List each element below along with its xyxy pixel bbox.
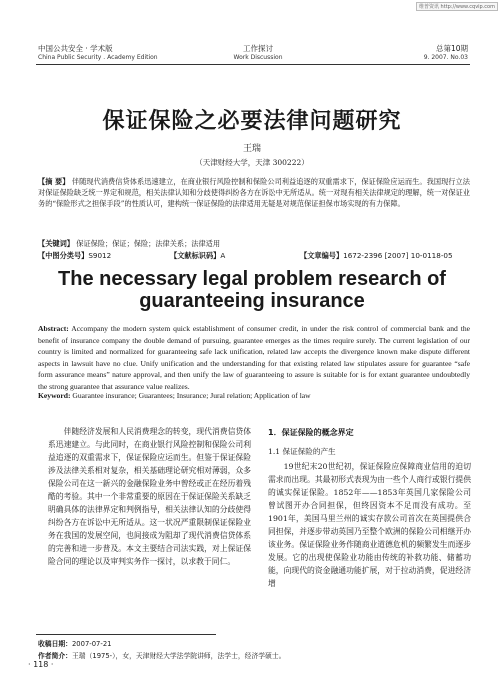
abstract-cn-text: 伴随现代消费信贷体系迅速建立，在商业银行风险控制和保险公司利益追逐的双重需求下，保证保险应运而生。我国现行立法对保证保险缺乏统一界定和规范，相关法律认知和分歧使得纠纷各方在诉讼中无所适从。统一对现有相关法律规定的理解，统一对保证业务的“保险形式之担保手段”的性质认可，建构统一保证保险的法律适用无疑是对规范保证担保市场实现的有力保障。 [38, 177, 470, 209]
clc-code: 【中图分类号】S9012 [38, 251, 112, 260]
keywords-en-text: Guarantee insurance; Guarantees; Insurance; Jural relation; Application of law [72, 391, 311, 400]
running-header-issue [424, 44, 468, 62]
watermark: 维普资讯 http://www.cqvip.com [416, 2, 498, 11]
body-column-right [268, 422, 471, 590]
issue-number-en: 9. 2007. No.03 [423, 54, 468, 61]
running-header-section [228, 44, 288, 62]
running-header-journal [38, 44, 158, 62]
article-title-en: The necessary legal problem research of guaranteeing insurance [58, 268, 446, 312]
abstract-cn-label: 【摘 要】 [38, 177, 70, 186]
page-number: · 118 · [28, 660, 54, 669]
journal-name-en: China Public Security . Academy Edition [38, 54, 158, 61]
section-name-cn: 工作探讨 [243, 44, 273, 53]
abstract-en [38, 323, 470, 393]
subsection-heading-1-1: 1.1 保证保险的产生 [268, 447, 336, 456]
author-name-cn: 王瑞 [242, 144, 261, 154]
section-heading-1: 1．保证保险的概念界定 [268, 428, 354, 437]
header-rule [36, 64, 470, 65]
keywords-en-label: Keyword: [38, 391, 71, 400]
footnote-author: 作者简介：王瑞（1975-），女，天津财经大学法学院讲师，法学士，经济学硕士。 [38, 652, 286, 660]
abstract-cn [38, 176, 470, 210]
article-title-cn: 保证保险之必要法律问题研究 [102, 108, 402, 134]
section-name-en: Work Discussion [233, 54, 283, 61]
article-number: 【文章编号】1672-2396 [2007] 10-0118-05 [300, 251, 453, 260]
keywords-cn-label: 【关键词】 [38, 239, 74, 248]
keywords-cn-text: 保证保险；保证；保险；法律关系；法律适用 [76, 239, 221, 248]
keywords-en [38, 391, 470, 400]
author-affiliation-cn: （天津财经大学，天津 300222） [195, 158, 309, 167]
footnote-received: 收稿日期：2007-07-21 [38, 640, 112, 648]
body-column-left [48, 425, 251, 568]
abstract-en-label: Abstract: [38, 324, 69, 333]
issue-total-cn: 总第10期 [435, 44, 468, 53]
abstract-en-text: Accompany the modern system quick establishment of consumer credit, in under the risk control of commercial bank and the benefit of insurance company the double demand of pursuing, guarantee emerges as the times require surely. The current legislation of our country is limited and normalized for guaranteeing safe lack unification, related law accepts the divergence known make dispute different aspects in lawsuit have no clue. Unify unification and the understanding for that existing related law stipulates assure for guarantee “safe form assurance means” nature approval, and then unify the law of guaranteeing to assure is suitable for is for extant guarantee undoubtedly the strong guarantee that assurance value realizes. [38, 324, 470, 391]
body-paragraph-history: 19世纪末20世纪初，保证保险应保障商业信用的迫切需求而出现。其最初形式表现为由一些个人商行或银行提供的诚实保证保险。1852年——1853年英国几家保险公司曾试图开办合同担保，但终因资本不足而没有成功。至1901年，美国马里兰州的诚实存款公司首次在英国提供合同担保，并逐步带动英国乃至整个欧洲的保险公司相继开办该业务。保证保险业务作随商业道德危机的频繁发生而逐步发展。它的出现使保险业功能由传统的补救功能、储蓄功能，向现代的资金融通功能扩展，对于拉动消费，促进经济增 [268, 462, 471, 588]
document-code: 【文献标识码】A [170, 251, 226, 260]
keywords-cn [38, 239, 470, 249]
footnote-rule [36, 634, 216, 635]
body-paragraph-intro: 伴随经济发展和人民消费理念的转变，现代消费信贷体系迅速建立。与此同时，在商业银行风险控制和保险公司利益追逐的双重需求下，保证保险应运而生。但鉴于保证保险涉及法律关系相对复杂，相关基础理论研究相对薄弱，众多保险公司在这一新兴的金融保险业务中曾经或正在经历着残酷的考验。其中一个非常重要的原因在于保证保险关系缺乏明确具体的法律界定和判例指导，相关法律认知的分歧使得纠纷各方在诉讼中无所适从。这一状况严重限制保证保险业务在我国的发展空间，也间接成为阻却了现代消费信贷体系的完善和进一步普及。本文主要结合司法实践，对上保证保险合同的理论以及审判实务作一探讨，以求教于同仁。 [48, 427, 251, 566]
journal-name-cn: 中国公共安全 · 学术版 [38, 44, 113, 53]
